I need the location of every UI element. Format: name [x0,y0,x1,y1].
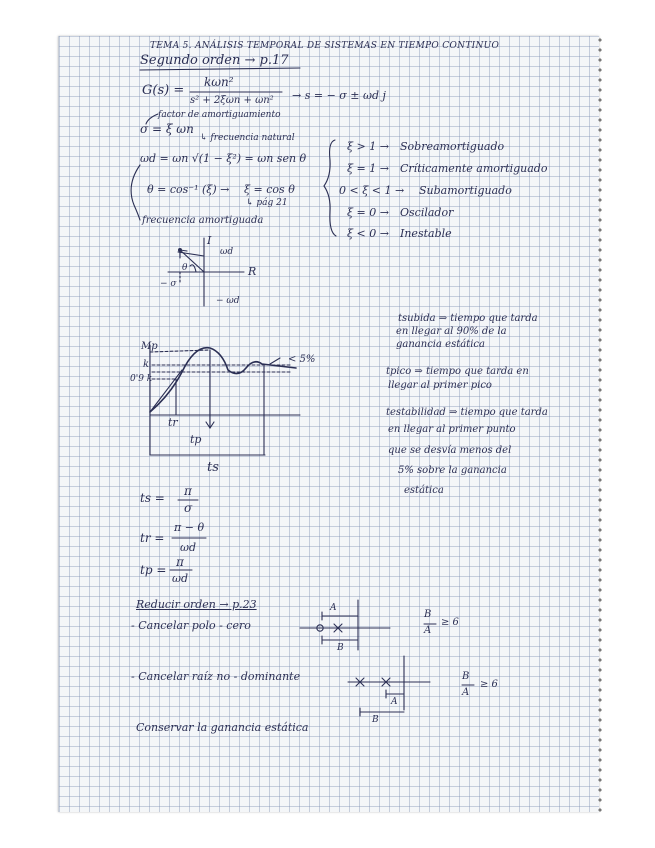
reduce-item-pole-zero: - Cancelar polo - cero [131,619,251,632]
tp-formula-den: ωd [172,572,189,585]
pole-plot-wd-label: ωd [220,247,234,257]
damping-case-label: Críticamente amortiguado [400,162,548,175]
wd-definition: ωd = ωn √(1 − ξ²) = ωn sen θ [140,152,307,165]
definition-line: que se desvía menos del [388,445,512,456]
reduce-item-non-dominant: - Cancelar raíz no - dominante [131,670,301,683]
pz-dimension-a [322,612,358,620]
tr-formula-num: π − θ [174,521,205,534]
poles-expression: → s = − σ ± ωd j [292,89,386,102]
nd-ratio-relation: ≥ 6 [480,679,498,690]
tp-formula-lhs: tp = [140,563,167,577]
ts-formula-lhs: ts = [140,491,165,505]
damping-case-label: Inestable [400,227,452,240]
pole-plot-pole-marker [178,248,182,252]
transfer-numerator: kωn² [204,75,234,89]
sigma-definition: σ = ξ ωn [140,122,194,136]
response-tr-label: tr [168,416,178,429]
ts-formula-den: σ [184,501,193,515]
natural-frequency-note: ↳ frecuencia natural [200,133,295,143]
section-subtitle: Segundo orden → p.17 [140,53,289,68]
damping-case-cond: ξ = 0 → [347,206,389,219]
definition-line: testabilidad ⇒ tiempo que tarda [386,407,548,418]
pole-plot-theta-label: θ [182,263,188,273]
xi-cos-theta: ξ = cos θ [244,183,295,196]
damping-case-label: Oscilador [400,206,454,219]
pz-label-b: B [337,643,344,653]
damping-case-label: Sobreamortiguado [400,140,505,153]
response-09k-label: 0'9 k [130,374,153,384]
damped-frequency-note: frecuencia amortiguada [142,215,264,226]
pole-plot-vector [180,250,204,272]
damping-case-cond: ξ < 0 → [347,227,389,240]
tr-formula-lhs: tr = [140,531,165,545]
definition-line: llegar al primer pico [388,380,492,391]
pole-plot-wd-neg-label: − ωd [216,296,240,306]
damping-case-cond: 0 < ξ < 1 → [339,184,405,197]
theta-definition: θ = cos⁻¹ (ξ) → [147,183,230,196]
response-curve [150,348,296,412]
response-mp-dashline [150,350,210,352]
subtitle-underline [140,68,300,70]
definition-line: 5% sobre la ganancia [398,465,507,476]
tr-formula-den: ωd [180,541,197,554]
reduce-item-static-gain: Conservar la ganancia estática [136,721,309,734]
pz-dimension-b [322,636,358,644]
nd-ratio-num: B [462,671,470,682]
theta-bracket-arrow [131,165,140,220]
page-ref-21: ↳ pág 21 [246,198,288,208]
pole-plot-wd-line [178,252,204,256]
definition-line: tpico ⇒ tiempo que tarda en [386,366,529,377]
nd-dimension-b [360,708,404,716]
nd-ratio-den: A [462,687,470,698]
pole-plot-theta-arc [190,265,196,272]
response-band-arrow [270,358,280,364]
damping-note-arrow [146,114,158,124]
response-ts-label: ts [207,460,219,475]
definition-line: ganancia estática [396,339,485,350]
response-tp-label: tp [190,433,202,446]
pole-plot-sigma-label: − σ [160,279,177,289]
damping-case-label: Subamortiguado [419,184,512,197]
pole-plot-imag-label: I [207,234,212,247]
response-ramp [150,370,182,412]
topic-heading: TEMA 5. ANÁLISIS TEMPORAL DE SISTEMAS EN TIEMPO CONTINUO [150,41,500,51]
pz-ratio-den: A [424,625,432,636]
damping-case-cond: ξ = 1 → [347,162,389,175]
damping-factor-note: factor de amortiguamiento [158,110,281,120]
definition-line: en llegar al primer punto [388,424,516,435]
nd-label-b: B [372,715,379,725]
tp-formula-num: π [176,555,184,569]
response-k-label: k [143,359,150,370]
pole-plot-real-label: R [248,265,257,278]
nd-label-a: A [391,697,398,707]
damping-cases-brace [324,140,336,236]
definition-line: tsubida ⇒ tiempo que tarda [398,313,538,324]
damping-case-cond: ξ > 1 → [347,140,389,153]
definition-line: estática [404,485,444,496]
transfer-denominator: s² + 2ξωn + ωn² [190,95,274,106]
pz-label-a: A [330,603,337,613]
reduce-order-title: Reducir orden → p.23 [136,598,257,611]
nd-dimension-a [386,690,404,698]
definition-line: en llegar al 90% de la [396,326,507,337]
response-band-label: < 5% [288,354,316,365]
pz-ratio-num: B [424,609,432,620]
pz-ratio-relation: ≥ 6 [441,617,459,628]
transfer-lhs: G(s) = [142,83,185,98]
response-mp-label: Mp [141,341,158,352]
ts-formula-num: π [184,484,192,498]
